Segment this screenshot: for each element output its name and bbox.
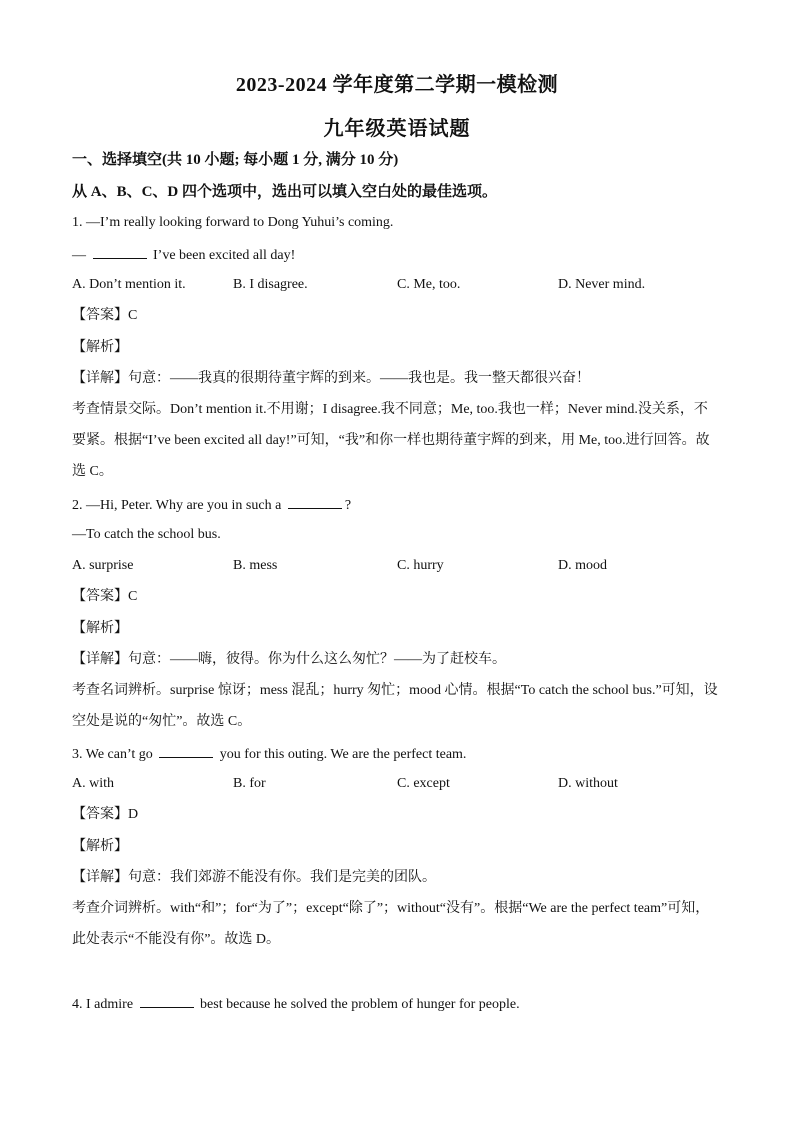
q4-stem [72, 993, 520, 1015]
q4-stem-prefix: 4. I admire [72, 997, 137, 1012]
q1-explanation-line-3: 选 C。 [72, 464, 113, 479]
q3-stem-prefix: 3. We can’t go [72, 747, 157, 762]
q4-blank [140, 993, 194, 1008]
q1-option-a: A. Don’t mention it. [72, 277, 186, 292]
q1-explanation-line-1: 考查情景交际。Don’t mention it.不用谢；I disagree.我不同意；Me, too.我也一样；Never mind.没关系，不 [72, 402, 708, 417]
q2-option-c: C. hurry [397, 558, 444, 573]
q3-explanation-line-1: 考查介词辨析。with“和”；for“为了”；except“除了”；without“没有”。根据“We are the perfect team”可知， [72, 901, 710, 916]
q3-detail: 【详解】句意：我们郊游不能没有你。我们是完美的团队。 [72, 870, 436, 885]
q1-reply [72, 244, 295, 266]
q4-stem-suffix: best because he solved the problem of hunger for people. [196, 997, 520, 1012]
q3-stem [72, 743, 466, 765]
q3-blank [159, 743, 213, 758]
q3-analysis-label: 【解析】 [72, 839, 128, 854]
q1-stem: 1. —I’m really looking forward to Dong Yuhui’s coming. [72, 215, 394, 230]
page-subtitle: 九年级英语试题 [323, 118, 471, 140]
q1-explanation-line-2: 要紧。根据“I’ve been excited all day!”可知，“我”和你一样也期待董宇辉的到来，用 Me, too.进行回答。故 [72, 433, 710, 448]
q1-option-c: C. Me, too. [397, 277, 461, 292]
q3-option-a: A. with [72, 776, 114, 791]
q3-option-b: B. for [233, 776, 266, 791]
q3-explanation-line-2: 此处表示“不能没有你”。故选 D。 [72, 932, 281, 947]
q3-option-d: D. without [558, 776, 618, 791]
q2-detail: 【详解】句意：——嗨，彼得。你为什么这么匆忙？——为了赶校车。 [72, 652, 506, 667]
page-title: 2023-2024 学年度第二学期一模检测 [235, 74, 559, 96]
q3-answer: 【答案】D [72, 807, 139, 822]
q1-analysis-label: 【解析】 [72, 340, 128, 355]
q2-analysis-label: 【解析】 [72, 621, 128, 636]
q2-stem [72, 494, 351, 516]
q1-detail: 【详解】句意：——我真的很期待董宇辉的到来。——我也是。我一整天都很兴奋！ [72, 371, 590, 386]
q3-stem-suffix: you for this outing. We are the perfect team. [216, 747, 467, 762]
q3-option-c: C. except [397, 776, 450, 791]
q2-explanation-line-1: 考查名词辨析。surprise 惊讶；mess 混乱；hurry 匆忙；mood 心情。根据“To catch the school bus.”可知，设 [72, 683, 718, 698]
q1-reply-suffix: I’ve been excited all day! [149, 248, 296, 263]
section-instruction: 从 A、B、C、D 四个选项中，选出可以填入空白处的最佳选项。 [72, 184, 498, 200]
q2-stem-suffix: ? [344, 498, 352, 513]
q2-option-d: D. mood [558, 558, 607, 573]
q2-blank [288, 494, 342, 509]
q2-reply: —To catch the school bus. [72, 527, 221, 542]
q1-answer: 【答案】C [72, 308, 138, 323]
q2-option-a: A. surprise [72, 558, 134, 573]
q1-blank [93, 244, 147, 259]
section-heading: 一、选择填空(共 10 小题; 每小题 1 分, 满分 10 分) [72, 152, 399, 168]
q1-reply-prefix: — [72, 248, 90, 263]
q2-answer: 【答案】C [72, 589, 138, 604]
q2-option-b: B. mess [233, 558, 278, 573]
q1-option-b: B. I disagree. [233, 277, 308, 292]
q1-option-d: D. Never mind. [558, 277, 646, 292]
q2-stem-prefix: 2. —Hi, Peter. Why are you in such a [72, 498, 285, 513]
q2-explanation-line-2: 空处是说的“匆忙”。故选 C。 [72, 714, 252, 729]
